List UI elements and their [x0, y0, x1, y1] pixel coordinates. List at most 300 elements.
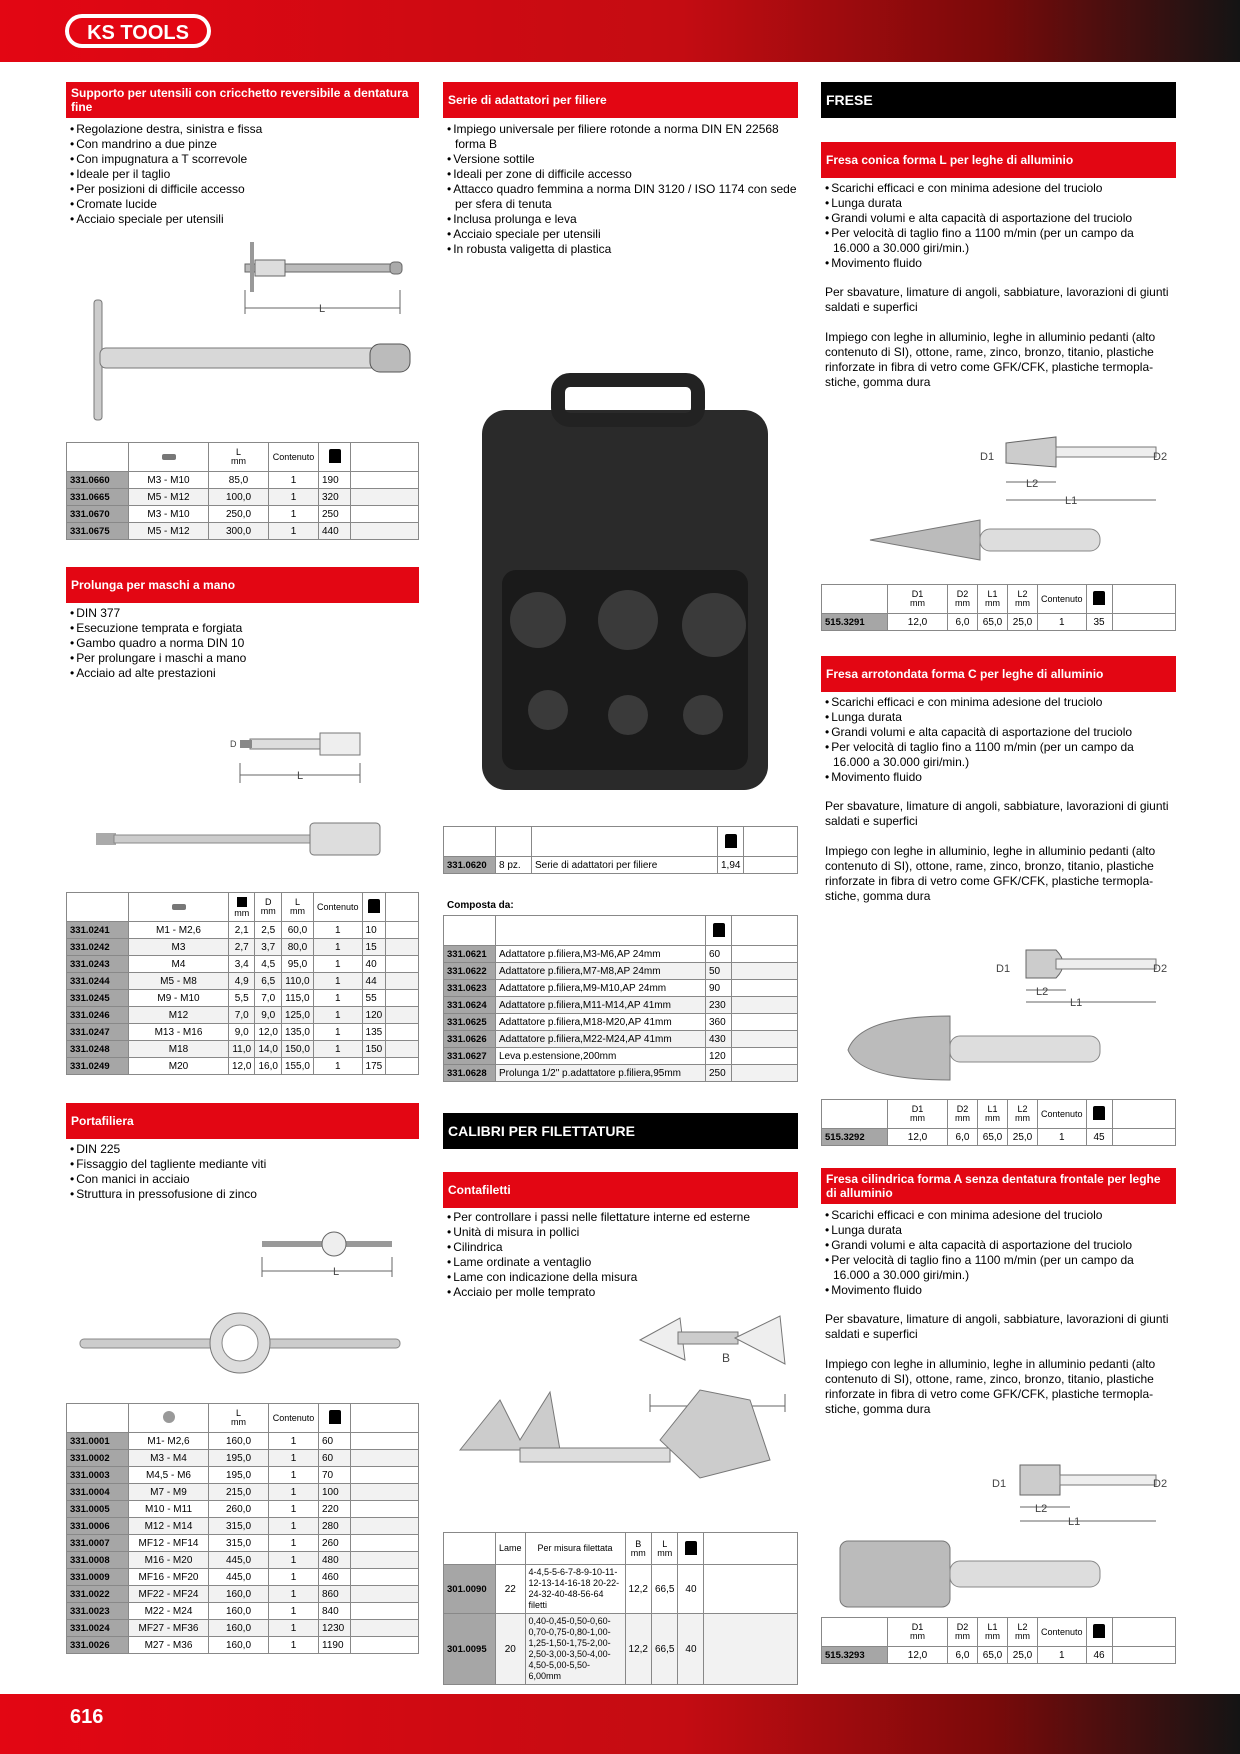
table-cell-empty	[351, 1484, 419, 1501]
svg-text:L1: L1	[1070, 997, 1083, 1009]
bullet-item: • Con mandrino a due pinze	[70, 137, 415, 152]
table-row	[67, 1433, 419, 1450]
article-code: 331.0006	[67, 1518, 129, 1535]
bullet-item: • Acciaio per molle temprato	[447, 1285, 797, 1300]
bullet-item: • Per velocità di taglio fino a 1100 m/min (per un campo da 16.000 a 30.000 giri/min.)	[825, 226, 1173, 256]
table-cell: 35	[1086, 614, 1112, 631]
svg-text:L2: L2	[1026, 478, 1039, 490]
svg-text:L: L	[296, 770, 304, 782]
article-code: 331.0628	[444, 1065, 496, 1082]
table-cell: M1- M2,6	[129, 1433, 209, 1450]
article-code: 331.0620	[444, 857, 496, 874]
kstools-logo	[64, 13, 212, 49]
die-holder-illustration	[76, 1225, 416, 1375]
bullet-item: • Acciaio ad alte prestazioni	[70, 666, 415, 681]
table-cell: M20	[129, 1058, 229, 1075]
table-row	[67, 1603, 419, 1620]
table-cell: 12,0	[255, 1024, 281, 1041]
table-cell: 16,0	[255, 1058, 281, 1075]
table-cell: 50	[706, 963, 732, 980]
table-cell: 8 pz.	[496, 857, 532, 874]
table-cell: 1	[269, 1450, 319, 1467]
table-cell: 4,5	[255, 956, 281, 973]
table-cell: 45	[1086, 1129, 1112, 1146]
table-cell: M13 - M16	[129, 1024, 229, 1041]
table-row	[444, 1014, 798, 1031]
table-cell: 40	[678, 1614, 704, 1685]
bullet-item: • Lunga durata	[825, 710, 1173, 725]
table-cell: 1230	[319, 1620, 351, 1637]
table-row	[444, 857, 798, 874]
table-cell: M5 - M8	[129, 973, 229, 990]
table-row	[67, 1552, 419, 1569]
table-cell: M5 - M12	[129, 523, 209, 540]
article-code: 515.3293	[822, 1647, 888, 1664]
table-cell: 190	[319, 472, 351, 489]
table-row	[67, 956, 419, 973]
article-code: 331.0248	[67, 1041, 129, 1058]
bullet-item: • Con manici in acciaio	[70, 1172, 415, 1187]
table-cell: 1	[269, 1637, 319, 1654]
ratchet-holder-features	[70, 122, 415, 227]
table-cell-empty	[351, 1637, 419, 1654]
table-cell: 12,0	[888, 1129, 948, 1146]
article-code: 331.0002	[67, 1450, 129, 1467]
bullet-item: • Per controllare i passi nelle filettature interne ed esterne	[447, 1210, 797, 1225]
section-title-cone-burr: Fresa conica forma L per leghe di alluminio	[821, 142, 1176, 178]
table-cell: 1	[269, 1484, 319, 1501]
weight-icon	[368, 899, 380, 913]
table-cell-empty	[351, 1586, 419, 1603]
table-cell: Adattatore p.filiera,M9-M10,AP 24mm	[496, 980, 706, 997]
tap-extension-features	[70, 606, 415, 681]
table-cell-empty	[1112, 614, 1175, 631]
table-cell: 160,0	[209, 1586, 269, 1603]
table-cell-empty	[351, 1552, 419, 1569]
table-cell: 12,2	[625, 1565, 651, 1614]
table-cell-empty	[732, 963, 798, 980]
table-cell: 250	[319, 506, 351, 523]
table-cell: 65,0	[978, 614, 1008, 631]
bullet-item: • Per posizioni di difficile accesso	[70, 182, 415, 197]
article-code: 331.0246	[67, 1007, 129, 1024]
tap-extension-illustration	[90, 725, 410, 865]
table-cell-empty	[744, 857, 798, 874]
section-title-thread-counter: Contafiletti	[443, 1172, 798, 1208]
table-cell: 40	[678, 1565, 704, 1614]
table-cell: 840	[319, 1603, 351, 1620]
table-cell: M4,5 - M6	[129, 1467, 209, 1484]
bullet-item: • Lunga durata	[825, 1223, 1173, 1238]
table-row	[67, 489, 419, 506]
adapter-case-illustration	[478, 370, 773, 795]
table-cell: 1	[1038, 614, 1087, 631]
table-cell: 1	[269, 1501, 319, 1518]
svg-text:D1: D1	[992, 1478, 1007, 1490]
table-cell: 1	[269, 506, 319, 523]
table-cell-empty	[386, 973, 419, 990]
table-cell-empty	[704, 1614, 798, 1685]
table-cell: Adattatore p.filiera,M7-M8,AP 24mm	[496, 963, 706, 980]
table-cell-empty	[386, 939, 419, 956]
table-cell: 315,0	[209, 1535, 269, 1552]
article-code: 331.0026	[67, 1637, 129, 1654]
bullet-item: • Lame ordinate a ventaglio	[447, 1255, 797, 1270]
table-cell-empty	[732, 1048, 798, 1065]
thread-range-icon	[162, 454, 176, 460]
table-cell: 280	[319, 1518, 351, 1535]
svg-text:L1: L1	[1068, 1516, 1081, 1528]
table-cell: Adattatore p.filiera,M3-M6,AP 24mm	[496, 946, 706, 963]
die-icon	[163, 1411, 175, 1423]
table-cell: 135	[362, 1024, 386, 1041]
cylinder-burr-materials-text: Impiego con leghe in alluminio, leghe in alluminio pedanti (alto contenuto di SI), ottone, rame, zinco, bronzo, titanio, plastiche rinforzate in fibra di vetro come GFK/CFK, plastiche termopla-stiche, gomma dura	[825, 1357, 1156, 1416]
bullet-item: • Scarichi efficaci e con minima adesione del truciolo	[825, 181, 1173, 196]
adapter-set-table	[443, 826, 798, 874]
table-cell: M16 - M20	[129, 1552, 209, 1569]
table-cell: 1	[269, 1518, 319, 1535]
round-burr-features	[825, 695, 1173, 785]
ratchet-holder-table: L mm Contenuto 331.0660 M3 - M10 85,0 1 190 331.0665 M5 - M12 100,0 1 320 331.0670 M3 - M10 250,0 1 250 331.0675 M5 - M12 300,0 1 440	[66, 442, 419, 540]
article-code: 331.0622	[444, 963, 496, 980]
bullet-item: • Gambo quadro a norma DIN 10	[70, 636, 415, 651]
article-code: 331.0008	[67, 1552, 129, 1569]
article-code: 331.0004	[67, 1484, 129, 1501]
table-cell: M3 - M4	[129, 1450, 209, 1467]
thread-counter-table: Lame Per misura filettata B mm L mm 301.0090 22 4-4,5-5-6-7-8-9-10-11-12-13-14-16-18 20-22-24-32-40-48-56-64 filetti 12,2 66,5 40 301.0095 20 0,40-0,45-0,50-0,60-0,70-0,75-0,80-1,00-1,25-1,50-1,75-2,00-2,50-3,00-3,50-4,00-4,50-5,00-5,50-6,00mm 12,2 66,5 40	[443, 1532, 798, 1685]
article-code: 331.0627	[444, 1048, 496, 1065]
table-cell: 1	[269, 1586, 319, 1603]
section-title-ratchet-holder: Supporto per utensili con cricchetto reversibile a dentatura fine	[66, 82, 419, 118]
svg-text:B: B	[722, 1351, 731, 1365]
table-cell: MF16 - MF20	[129, 1569, 209, 1586]
table-row	[67, 472, 419, 489]
svg-text:D1: D1	[980, 451, 995, 463]
article-code: 331.0009	[67, 1569, 129, 1586]
cylinder-burr-usage-text: Per sbavature, limature di angoli, sabbiature, lavorazioni di giunti saldati e superfici	[825, 1312, 1169, 1341]
brand-text: KS TOOLS	[87, 22, 189, 44]
table-cell: 195,0	[209, 1467, 269, 1484]
bullet-item: • Regolazione destra, sinistra e fissa	[70, 122, 415, 137]
weight-icon	[1093, 591, 1105, 605]
table-cell-empty	[351, 1518, 419, 1535]
table-cell: 1	[313, 939, 362, 956]
table-cell: 25,0	[1008, 1129, 1038, 1146]
die-holder-features	[70, 1142, 415, 1202]
bullet-item: • Grandi volumi e alta capacità di asportazione del truciolo	[825, 1238, 1173, 1253]
table-cell: 115,0	[281, 990, 313, 1007]
table-cell-empty	[351, 472, 419, 489]
article-code: 331.0003	[67, 1467, 129, 1484]
table-cell: 12,0	[888, 1647, 948, 1664]
table-row	[67, 990, 419, 1007]
table-cell: 110,0	[281, 973, 313, 990]
bullet-item: • Unità di misura in pollici	[447, 1225, 797, 1240]
table-cell: 7,0	[229, 1007, 255, 1024]
article-code: 331.0241	[67, 922, 129, 939]
table-cell: 260	[319, 1535, 351, 1552]
table-cell: 135,0	[281, 1024, 313, 1041]
table-cell-empty	[351, 1603, 419, 1620]
table-row	[67, 1518, 419, 1535]
table-cell-empty	[351, 506, 419, 523]
table-cell: 60	[319, 1450, 351, 1467]
bullet-item: • Cilindrica	[447, 1240, 797, 1255]
article-code: 331.0626	[444, 1031, 496, 1048]
table-cell: 220	[319, 1501, 351, 1518]
table-cell-empty	[386, 1041, 419, 1058]
table-cell: 85,0	[209, 472, 269, 489]
article-code: 331.0249	[67, 1058, 129, 1075]
weight-icon	[713, 923, 725, 937]
bullet-item: • Con impugnatura a T scorrevole	[70, 152, 415, 167]
cylinder-burr-table: D1 mm D2 mm L1 mm L2 mm Contenuto 515.3293 12,0 6,0 65,0 25,0 1 46	[821, 1617, 1176, 1664]
table-cell: 150,0	[281, 1041, 313, 1058]
table-cell: 66,5	[651, 1614, 677, 1685]
table-cell: 1	[269, 1433, 319, 1450]
table-cell: 3,4	[229, 956, 255, 973]
table-cell: 7,0	[255, 990, 281, 1007]
table-cell: 66,5	[651, 1565, 677, 1614]
article-code: 301.0095	[444, 1614, 496, 1685]
table-cell: Prolunga 1/2" p.adattatore p.filiera,95mm	[496, 1065, 706, 1082]
section-title-round-burr: Fresa arrotondata forma C per leghe di alluminio	[821, 656, 1176, 692]
table-cell-empty	[386, 1024, 419, 1041]
table-cell: 360	[706, 1014, 732, 1031]
table-cell: M9 - M10	[129, 990, 229, 1007]
table-cell-empty	[704, 1565, 798, 1614]
table-cell: 445,0	[209, 1552, 269, 1569]
table-cell: 90	[706, 980, 732, 997]
table-cell: MF22 - MF24	[129, 1586, 209, 1603]
table-row	[67, 1450, 419, 1467]
table-cell: 44	[362, 973, 386, 990]
die-adapters-features	[447, 122, 797, 257]
table-cell: MF12 - MF14	[129, 1535, 209, 1552]
table-cell: Adattatore p.filiera,M11-M14,AP 41mm	[496, 997, 706, 1014]
section-title-thread-gauges: CALIBRI PER FILETTATURE	[443, 1113, 798, 1149]
table-cell: 175	[362, 1058, 386, 1075]
table-row	[444, 1065, 798, 1082]
table-cell: 1	[269, 523, 319, 540]
table-cell: M12	[129, 1007, 229, 1024]
table-cell-empty	[386, 990, 419, 1007]
table-row	[67, 1007, 419, 1024]
table-row	[67, 1501, 419, 1518]
bullet-item: • DIN 377	[70, 606, 415, 621]
table-cell: 430	[706, 1031, 732, 1048]
article-code: 331.0245	[67, 990, 129, 1007]
section-title-frese: FRESE	[821, 82, 1176, 118]
table-cell: 11,0	[229, 1041, 255, 1058]
article-code: 331.0244	[67, 973, 129, 990]
bullet-item: • Grandi volumi e alta capacità di asportazione del truciolo	[825, 725, 1173, 740]
table-cell: 12,0	[888, 614, 948, 631]
weight-icon	[1093, 1624, 1105, 1638]
svg-text:L1: L1	[1065, 495, 1078, 507]
article-code: 515.3291	[822, 614, 888, 631]
table-row	[67, 922, 419, 939]
svg-text:L2: L2	[1036, 986, 1049, 998]
bullet-item: • Acciaio speciale per utensili	[70, 212, 415, 227]
table-row	[67, 1484, 419, 1501]
table-cell: M4	[129, 956, 229, 973]
cylinder-burr-illustration	[830, 1455, 1175, 1615]
table-cell-empty	[351, 489, 419, 506]
table-row	[444, 946, 798, 963]
table-cell: 9,0	[255, 1007, 281, 1024]
table-cell: 1190	[319, 1637, 351, 1654]
table-cell-empty	[351, 1467, 419, 1484]
table-cell: 160,0	[209, 1433, 269, 1450]
table-cell: M3 - M10	[129, 506, 209, 523]
table-cell: 100,0	[209, 489, 269, 506]
bullet-item: • Cromate lucide	[70, 197, 415, 212]
table-cell: 25,0	[1008, 1647, 1038, 1664]
article-code: 331.0023	[67, 1603, 129, 1620]
table-cell: 1,94	[718, 857, 744, 874]
table-row	[67, 1637, 419, 1654]
table-cell: M18	[129, 1041, 229, 1058]
table-cell-empty	[351, 1501, 419, 1518]
article-code: 331.0243	[67, 956, 129, 973]
table-cell: 0,40-0,45-0,50-0,60-0,70-0,75-0,80-1,00-1,25-1,50-1,75-2,00-2,50-3,00-3,50-4,00-4,50-5,00-5,50-6,00mm	[525, 1614, 625, 1685]
article-code: 331.0624	[444, 997, 496, 1014]
table-cell: 1	[269, 1569, 319, 1586]
table-cell: Serie di adattatori per filiere	[532, 857, 718, 874]
cylinder-burr-features	[825, 1208, 1173, 1298]
section-title-die-adapters: Serie di adattatori per filiere	[443, 82, 798, 118]
table-cell: 2,1	[229, 922, 255, 939]
bullet-item: • Scarichi efficaci e con minima adesione del truciolo	[825, 695, 1173, 710]
table-cell: 15	[362, 939, 386, 956]
article-code: 331.0001	[67, 1433, 129, 1450]
table-cell-empty	[386, 1058, 419, 1075]
table-cell-empty	[732, 997, 798, 1014]
article-code: 331.0665	[67, 489, 129, 506]
round-burr-usage-text: Per sbavature, limature di angoli, sabbiature, lavorazioni di giunti saldati e superfici	[825, 799, 1169, 828]
dim-l-label: L	[318, 303, 326, 315]
table-cell: 445,0	[209, 1569, 269, 1586]
table-cell: 65,0	[978, 1129, 1008, 1146]
table-row	[444, 1614, 798, 1685]
table-cell: M22 - M24	[129, 1603, 209, 1620]
table-cell: 46	[1086, 1647, 1112, 1664]
bullet-item: • Lunga durata	[825, 196, 1173, 211]
bullet-item: • Ideale per il taglio	[70, 167, 415, 182]
table-cell: 3,7	[255, 939, 281, 956]
bullet-item: • DIN 225	[70, 1142, 415, 1157]
table-cell: 25,0	[1008, 614, 1038, 631]
svg-text:D: D	[230, 739, 237, 749]
table-cell-empty	[386, 922, 419, 939]
table-row	[67, 523, 419, 540]
table-cell: 195,0	[209, 1450, 269, 1467]
table-cell: 65,0	[978, 1647, 1008, 1664]
table-cell: 460	[319, 1569, 351, 1586]
table-cell: 95,0	[281, 956, 313, 973]
cone-burr-usage-text: Per sbavature, limature di angoli, sabbiature, lavorazioni di giunti saldati e superfici	[825, 285, 1169, 314]
table-cell: 40	[362, 956, 386, 973]
table-cell: 20	[496, 1614, 526, 1685]
table-row	[444, 963, 798, 980]
table-row	[67, 1620, 419, 1637]
bullet-item: • Attacco quadro femmina a norma DIN 3120 / ISO 1174 con sede per sfera di tenuta	[447, 182, 797, 212]
table-cell-empty	[351, 1433, 419, 1450]
bullet-item: • Impiego universale per filiere rotonde a norma DIN EN 22568 forma B	[447, 122, 797, 152]
table-cell: 2,5	[255, 922, 281, 939]
bullet-item: • Movimento fluido	[825, 1283, 1173, 1298]
svg-text:D2: D2	[1153, 451, 1168, 463]
table-cell: MF27 - MF36	[129, 1620, 209, 1637]
table-cell: 120	[362, 1007, 386, 1024]
table-row	[444, 980, 798, 997]
table-cell-empty	[351, 1569, 419, 1586]
bullet-item: • In robusta valigetta di plastica	[447, 242, 797, 257]
table-cell: M3	[129, 939, 229, 956]
table-cell-empty	[351, 523, 419, 540]
bullet-item: • Lame con indicazione della misura	[447, 1270, 797, 1285]
weight-icon	[329, 1410, 341, 1424]
table-cell-empty	[386, 956, 419, 973]
bullet-item: • Grandi volumi e alta capacità di asportazione del truciolo	[825, 211, 1173, 226]
table-cell: 6,0	[948, 614, 978, 631]
table-cell-empty	[732, 1065, 798, 1082]
article-code: 301.0090	[444, 1565, 496, 1614]
article-code: 331.0623	[444, 980, 496, 997]
svg-text:L2: L2	[1035, 1503, 1048, 1515]
ratchet-holder-illustration	[80, 230, 420, 430]
table-cell: Leva p.estensione,200mm	[496, 1048, 706, 1065]
table-cell-empty	[1112, 1647, 1175, 1664]
table-cell: 5,5	[229, 990, 255, 1007]
table-cell: 12,0	[229, 1058, 255, 1075]
table-cell: 4,9	[229, 973, 255, 990]
table-cell-empty	[351, 1535, 419, 1552]
table-row	[67, 1569, 419, 1586]
weight-icon	[685, 1541, 697, 1555]
adapter-components-table	[443, 915, 798, 1082]
article-code: 331.0670	[67, 506, 129, 523]
table-cell: 4-4,5-5-6-7-8-9-10-11-12-13-14-16-18 20-22-24-32-40-48-56-64 filetti	[525, 1565, 625, 1614]
table-cell: 1	[313, 1041, 362, 1058]
table-cell: Adattatore p.filiera,M22-M24,AP 41mm	[496, 1031, 706, 1048]
section-title-tap-extension: Prolunga per maschi a mano	[66, 567, 419, 603]
table-row	[67, 1467, 419, 1484]
thread-counter-features	[447, 1210, 797, 1300]
bullet-item: • Per prolungare i maschi a mano	[70, 651, 415, 666]
table-cell: 315,0	[209, 1518, 269, 1535]
table-cell: M10 - M11	[129, 1501, 209, 1518]
cone-burr-table: D1 mm D2 mm L1 mm L2 mm Contenuto 515.3291 12,0 6,0 65,0 25,0 1 35	[821, 584, 1176, 631]
article-code: 331.0675	[67, 523, 129, 540]
bullet-item: • Struttura in pressofusione di zinco	[70, 1187, 415, 1202]
table-cell: M3 - M10	[129, 472, 209, 489]
table-cell: 215,0	[209, 1484, 269, 1501]
tap-extension-table: mm D mm L mm Contenuto 331.0241 M1 - M2,6 2,1 2,5 60,0 1 10 331.0242 M3 2,7 3,7 80,0 1 15 331.0243 M4 3,4 4,5 95,0 1 40 331.0244 M5 - M8 4,9 6,5 110,0 1 44 331.0245 M9 - M10 5,5 7,0 115,0 1 55 331.0246 M12 7,0 9,0 125,0 1 120 331.0247 M13 - M16 9,0 12,0 135,0 1 135 331.0248 M18 11,0 14,0 150,0 1 150 331.0249 M20 12,0 16,0 155,0 1 175	[66, 892, 419, 1075]
table-row	[67, 973, 419, 990]
table-cell: 6,0	[948, 1129, 978, 1146]
weight-icon	[1093, 1106, 1105, 1120]
table-cell: 1	[313, 990, 362, 1007]
table-row	[444, 1031, 798, 1048]
bullet-item: • Per velocità di taglio fino a 1100 m/min (per un campo da 16.000 a 30.000 giri/min.)	[825, 740, 1173, 770]
table-cell: 2,7	[229, 939, 255, 956]
cone-burr-features	[825, 181, 1173, 271]
table-row	[444, 1048, 798, 1065]
tap-icon	[172, 904, 186, 910]
table-cell: 250	[706, 1065, 732, 1082]
